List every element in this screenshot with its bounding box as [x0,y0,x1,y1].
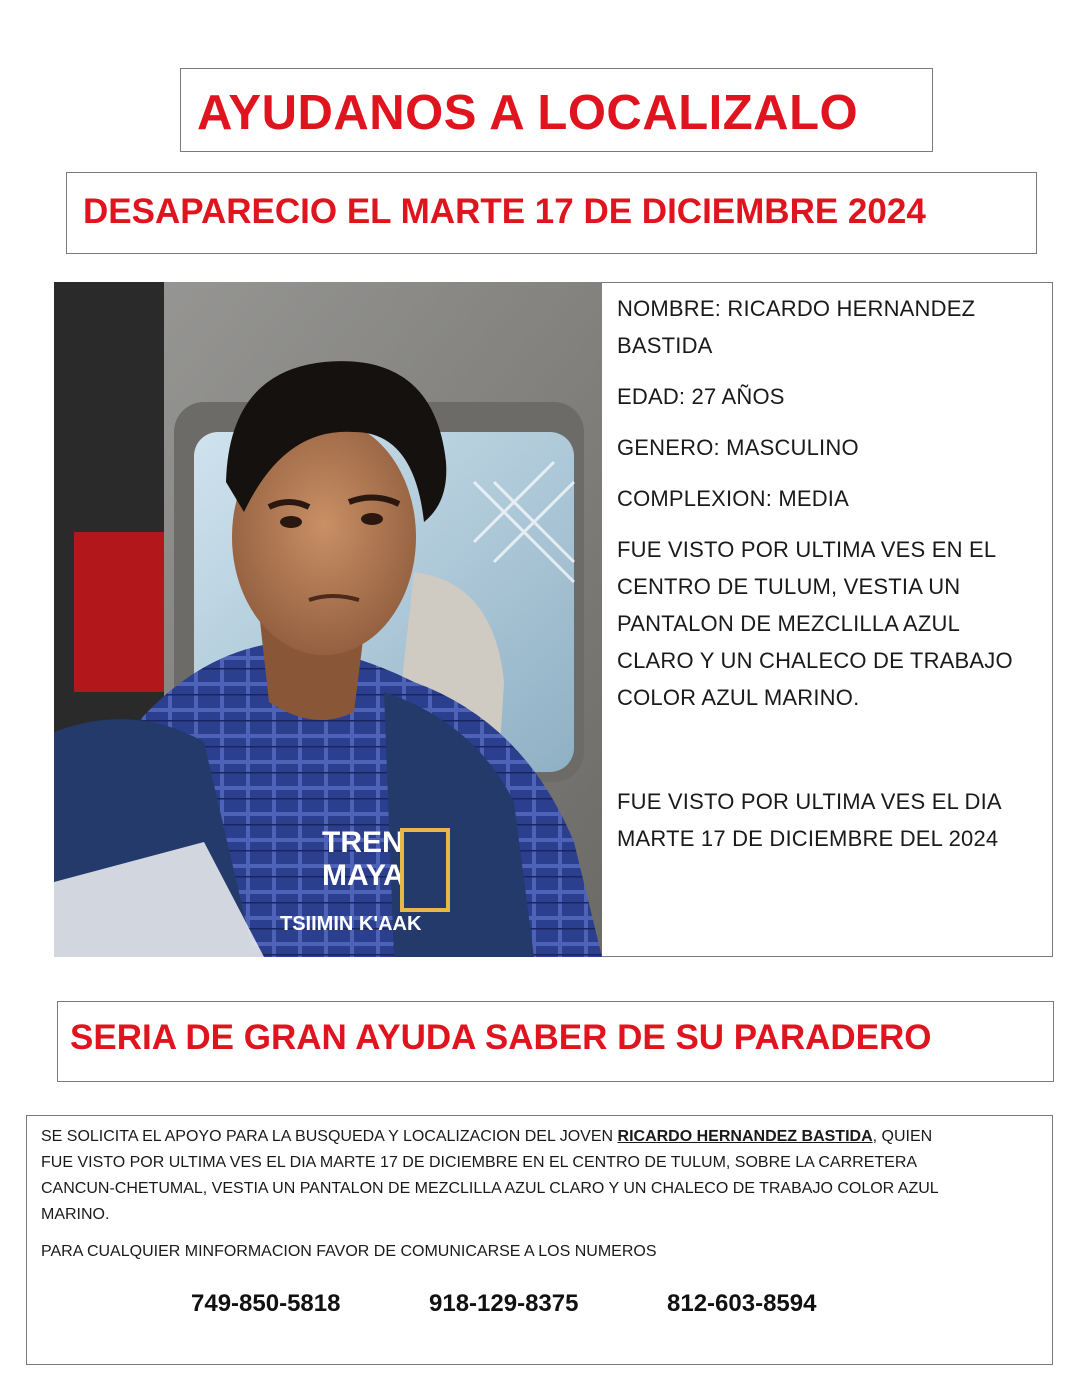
appeal-line-4: MARINO. [41,1206,110,1223]
help-banner-box [57,1001,1054,1082]
info-edad: EDAD: 27 AÑOS [617,384,785,409]
appeal-box [26,1115,1053,1365]
title-box [180,68,933,152]
info-dia-line-2: MARTE 17 DE DICIEMBRE DEL 2024 [617,826,999,851]
phone-number-3: 812-603-8594 [667,1290,817,1317]
info-panel [602,282,1053,957]
appeal-line-1-post: , QUIEN [872,1128,933,1145]
info-dia-line-1: FUE VISTO POR ULTIMA VES EL DIA [617,789,1002,814]
page-title: AYUDANOS A LOCALIZALO [197,86,859,140]
phone-number-2: 918-129-8375 [429,1290,579,1317]
person-photo [54,282,602,957]
info-visto-line-2: CENTRO DE TULUM, VESTIA UN [617,574,961,599]
vest-text-tsiimin: TSIIMIN K'AAK [280,913,422,935]
help-banner: SERIA DE GRAN AYUDA SABER DE SU PARADERO [70,1018,932,1057]
phone-number-1: 749-850-5818 [191,1290,341,1317]
appeal-person-name: RICARDO HERNANDEZ BASTIDA [617,1128,873,1145]
info-visto-line-3: PANTALON DE MEZCLILLA AZUL [617,611,961,636]
info-genero: GENERO: MASCULINO [617,435,859,460]
vest-text-maya: MAYA [322,859,405,892]
info-complexion: COMPLEXION: MEDIA [617,486,849,511]
info-nombre-line-1: NOMBRE: RICARDO HERNANDEZ [617,296,976,321]
contact-prompt: PARA CUALQUIER MINFORMACION FAVOR DE COMUNICARSE A LOS NUMEROS [41,1243,657,1260]
appeal-line-2: FUE VISTO POR ULTIMA VES EL DIA MARTE 17 DE DICIEMBRE EN EL CENTRO DE TULUM, SOBRE LA CARRETERA [41,1154,918,1171]
missing-date-box [66,172,1037,254]
info-visto-line-1: FUE VISTO POR ULTIMA VES EN EL [617,537,997,562]
vest-text-tren: TREN [322,826,404,859]
appeal-line-3: CANCUN-CHETUMAL, VESTIA UN PANTALON DE MEZCLILLA AZUL CLARO Y UN CHALECO DE TRABAJO COLOR AZUL [41,1180,939,1197]
info-nombre-line-2: BASTIDA [617,333,713,358]
missing-date: DESAPARECIO EL MARTE 17 DE DICIEMBRE 2024 [83,192,926,231]
info-visto-line-4: CLARO Y UN CHALECO DE TRABAJO [617,648,1013,673]
appeal-line-1-pre: SE SOLICITA EL APOYO PARA LA BUSQUEDA Y LOCALIZACION DEL JOVEN [41,1128,618,1145]
appeal-line-1 [41,1124,1041,1150]
info-visto-line-5: COLOR AZUL MARINO. [617,685,860,710]
